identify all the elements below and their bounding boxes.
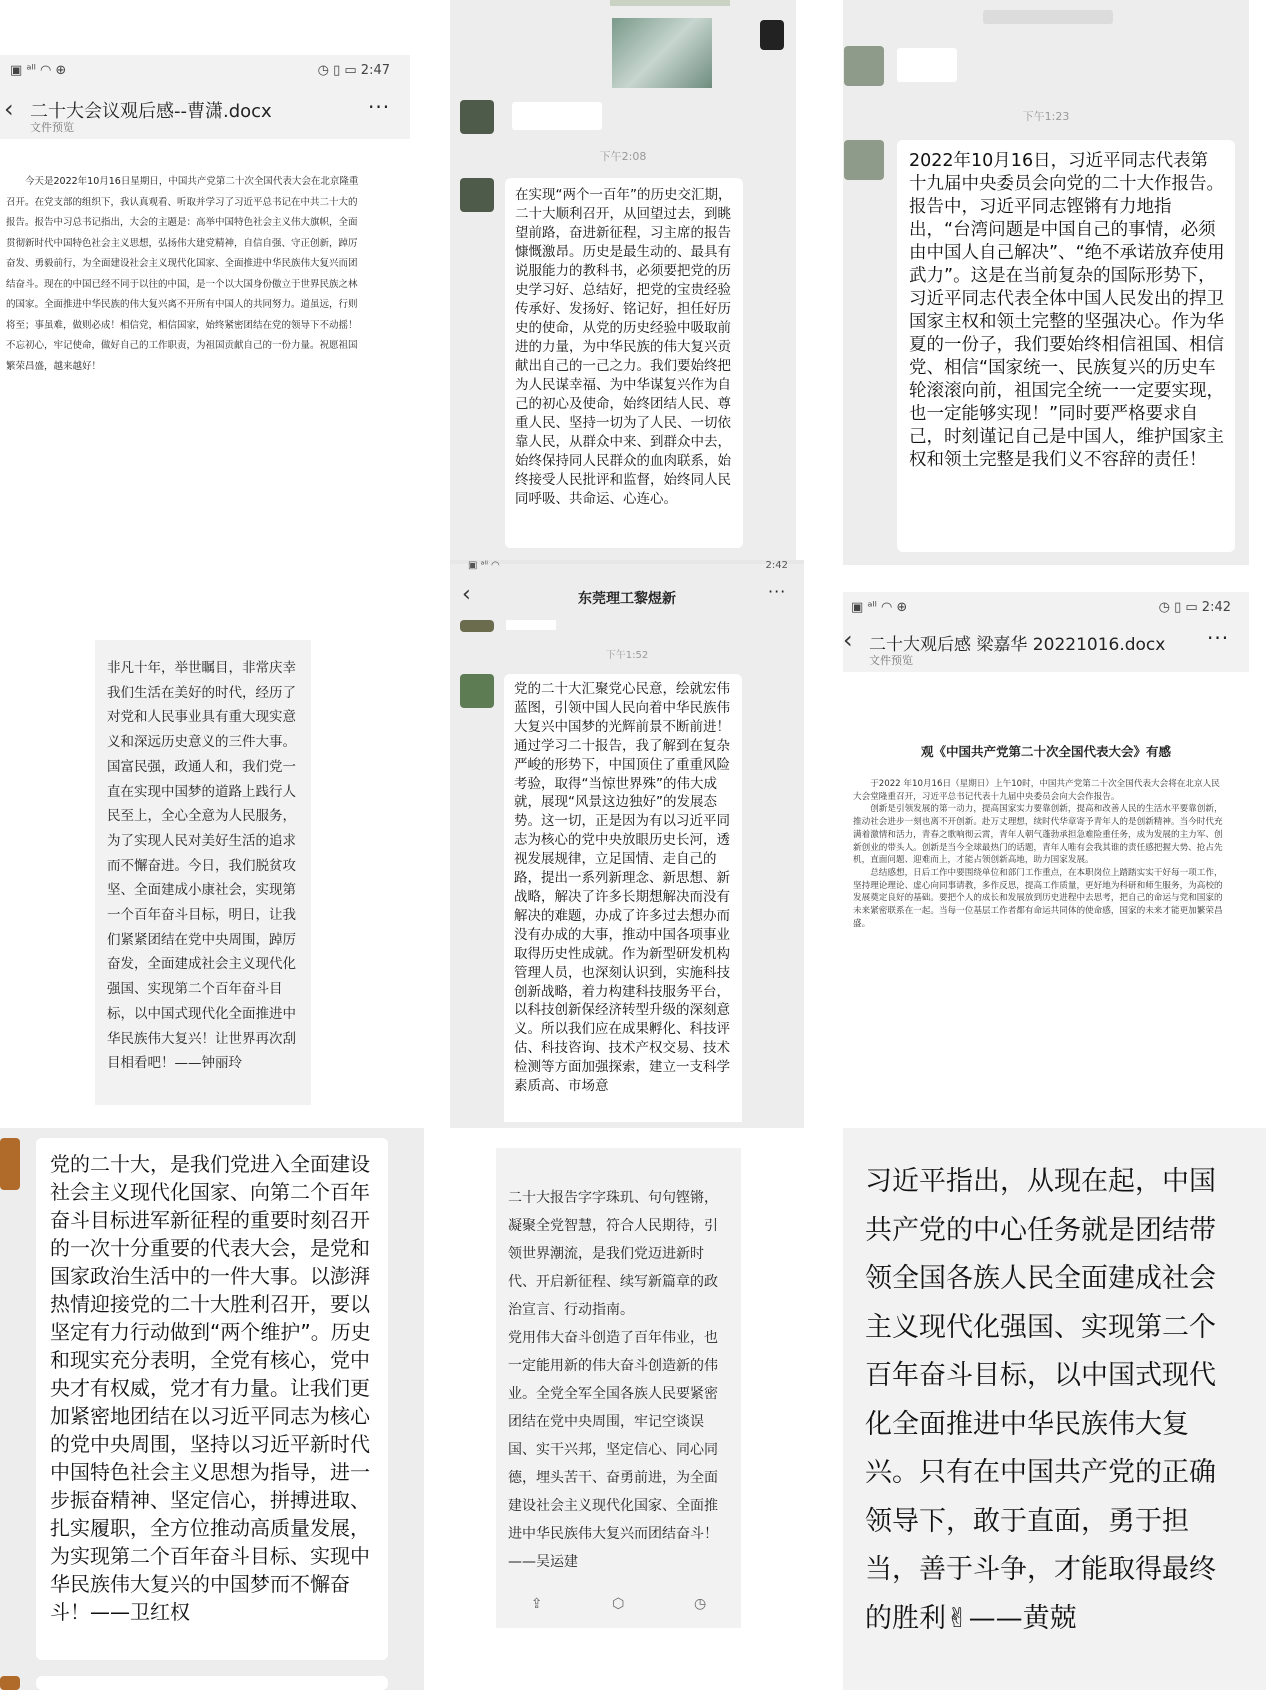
doc-heading: 观《中国共产党第二十次全国代表大会》有感: [920, 744, 1171, 759]
back-icon[interactable]: ‹: [843, 626, 853, 654]
panel-huangjing: [843, 1128, 1266, 1690]
more-icon[interactable]: ···: [768, 582, 787, 601]
avatar[interactable]: [0, 1138, 20, 1190]
memo-paragraph: 二十大报告字字珠玑、句句铿锵，凝聚全党智慧，符合人民期待，引领世界潮流，是我们党迈进新时代、开启新征程、续写新篇章的政治宣言、行动指南。: [508, 1190, 718, 1318]
clock-icon[interactable]: ◷: [693, 1596, 707, 1612]
chat-header-title: 东莞理工黎煜新: [578, 591, 676, 607]
back-icon[interactable]: ‹: [4, 95, 14, 123]
panel-doc-liangjiahua: [843, 592, 1249, 1122]
signal-icons: ▣ ᵃˡˡ ◠ ⊕: [851, 600, 908, 615]
status-time: 2:42: [1201, 600, 1231, 615]
more-icon[interactable]: ···: [1207, 626, 1230, 650]
doc-paragraph: 总结感想，日后工作中要围绕单位和部门工作重点，在本职岗位上踏踏实实干好每一项工作，坚持理论理论、虚心向同事请教，多作反思，提高工作质量，更好地为科研和师生服务，为高校的发展奠定良好的基础。要把个人的成长和发展放到历史进程中去思考，把自己的命运与党和国家的未来紧密联系在一起。当每一位基层工作者都有命运共同体的使命感，国家的未来才能更加繁荣昌盛。: [853, 867, 1223, 929]
avatar[interactable]: [460, 178, 494, 212]
signal-icons: ▣ ᵃˡˡ ◠ ⊕: [10, 63, 67, 78]
cube-icon[interactable]: ⬡: [612, 1596, 625, 1612]
timestamp: 下午1:52: [605, 650, 649, 661]
panel-chat-1: [450, 0, 796, 560]
doc-subtitle: 文件预览: [30, 121, 74, 134]
memo-paragraph: 党用伟大奋斗创造了百年伟业，也一定能用新的伟大奋斗创造新的伟业。全党全军全国各族人民要紧密团结在党中央周围，牢记空谈误国、实干兴邦，坚定信心、同心同德，埋头苦干、奋勇前进，为全面建设社会主义现代化国家、全面推进中华民族伟大复兴而团结奋斗！——吴运建: [508, 1330, 718, 1570]
message-bubble[interactable]: [36, 1676, 388, 1690]
blurred-message: [512, 102, 602, 130]
doc-header: [843, 592, 1249, 672]
message-bubble[interactable]: 党的二十大，是我们党进入全面建设社会主义现代化国家、向第二个百年奋斗目标进军新征程的重要时刻召开的一次十分重要的代表大会，是党和国家政治生活中的一件大事。以澎湃热情迎接党的二十大胜利召开，要以坚定有力行动做到“两个维护”。历史和现实充分表明，全党有核心，党中央才有权威，党才有力量。让我们更加紧密地团结在以习近平同志为核心的党中央周围，坚持以习近平新时代中国特色社会主义思想为指导，进一步振奋精神、坚定信心，拼搏进取、扎实履职，全方位推动高质量发展，为实现第二个百年奋斗目标、实现中华民族伟大复兴的中国梦而不懈奋斗！——卫红权: [36, 1138, 388, 1660]
panel-memo-zhongliling: [95, 640, 311, 1105]
panel-chat-4: [0, 1128, 424, 1690]
status-bar: [851, 600, 1231, 615]
memo-toolbar: [496, 1596, 741, 1612]
timestamp: 下午2:08: [599, 150, 647, 163]
more-icon[interactable]: ···: [368, 95, 391, 119]
status-bar: [468, 560, 788, 571]
message-bubble[interactable]: 2022年10月16日，习近平同志代表第十九届中央委员会向党的二十大作报告。报告中，习近平同志铿锵有力地指出，“台湾问题是中国自己的事情，必须由中国人自己解决”、“绝不承诺放弃使用武力”。这是在当前复杂的国际形势下，习近平同志代表全体中国人民发出的捍卫国家主权和领土完整的坚强决心。作为华夏的一份子，我们要始终相信祖国、相信党、相信“国家统一、民族复兴的历史车轮滚滚向前，祖国完全统一一定要实现，也一定能够实现！”同时要严格要求自己，时刻谨记自己是中国人，维护国家主权和领土完整是我们义不容辞的责任！: [897, 140, 1235, 552]
status-time: 2:47: [360, 63, 390, 78]
doc-subtitle: 文件预览: [869, 654, 913, 667]
avatar[interactable]: [844, 140, 884, 180]
large-text: 习近平指出，从现在起，中国共产党的中心任务就是团结带领全国各族人民全面建成社会主义现代化强国、实现第二个百年奋斗目标，以中国式现代化全面推进中华民族伟大复兴。只有在中国共产党的正确领导下，敢于直面，勇于担当，善于斗争，才能取得最终的胜利✌——黄兢: [865, 1166, 1216, 1634]
memo-text: 非凡十年，举世瞩目，非常庆幸我们生活在美好的时代，经历了对党和人民事业具有重大现实意义和深远历史意义的三件大事。国富民强，政通人和，我们党一直在实现中国梦的道路上践行人民至上，全心全意为人民服务，为了实现人民对美好生活的追求而不懈奋进。今日，我们脱贫攻坚、全面建成小康社会，实现第一个百年奋斗目标，明日，让我们紧紧团结在党中央周围，踔厉奋发，全面建成社会主义现代化强国、实现第二个百年奋斗目标，以中国式现代化全面推进中华民族伟大复兴！让世界再次刮目相看吧！——钟丽玲: [107, 660, 296, 1072]
message-bubble[interactable]: 党的二十大汇聚党心民意，绘就宏伟蓝图，引领中国人民向着中华民族伟大复兴中国梦的光辉前景不断前进！通过学习二十报告，我了解到在复杂严峻的形势下，中国顶住了重重风险考验，取得“当惊世界殊”的伟大成就，展现“风景这边独好”的发展态势。这一切，正是因为有以习近平同志为核心的党中央放眼历史长河，透视发展规律，立足国情、走自己的路，提出一系列新理念、新思想、新战略，解决了许多长期想解决而没有解决的难题，办成了许多过去想办而没有办成的大事，推动中国各项事业取得历史性成就。作为新型研发机构管理人员，也深刻认识到，实施科技创新战略，着力构建科技服务平台，以科技创新保经济转型升级的深刻意义。所以我们应在成果孵化、科技评估、科技咨询、技术产权交易、技术检测等方面加强探索，建立一支科学素质高、市场意: [504, 674, 742, 1122]
panel-chat-2: [843, 0, 1249, 565]
alarm-icon: ◷ ▯ ▭: [317, 63, 361, 78]
doc-title: 二十大会议观后感--曹潇.docx: [30, 101, 272, 122]
image-thumb-top: [610, 0, 730, 6]
share-icon[interactable]: ⇪: [530, 1596, 543, 1612]
back-icon[interactable]: ‹: [462, 582, 471, 607]
signal-icons: ▣ ᵃˡˡ ◠: [468, 560, 500, 571]
panel-chat-3: [450, 560, 804, 1128]
doc-body: 今天是2022年10月16日星期日，中国共产党第二十次全国代表大会在北京隆重召开。在党支部的组织下，我认真观看、听取并学习了习近平总书记在中共二十大的报告。报告中习总书记指出，大会的主题是：高举中国特色社会主义伟大旗帜，全面贯彻新时代中国特色社会主义思想，弘扬伟大建党精神，自信自强、守正创新，踔厉奋发、勇毅前行，为全面建设社会主义现代化国家、全面推进中华民族伟大复兴而团结奋斗。现在的中国已经不同于以往的中国，是一个以大国身份傲立于世界民族之林的国家。全面推进中华民族的伟大复兴离不开所有中国人的共同努力。道虽远，行则将至；事虽难，做则必成！相信党，相信国家，始终紧密团结在党的领导下不动摇！不忘初心，牢记使命，做好自己的工作职责，为祖国贡献自己的一份力量。祝愿祖国繁荣昌盛，越来越好！: [6, 176, 359, 372]
blurred-message: [897, 48, 957, 82]
doc-title: 二十大观后感 梁嘉华 20221016.docx: [869, 635, 1166, 655]
avatar[interactable]: [0, 1676, 20, 1690]
avatar[interactable]: [460, 620, 494, 632]
message-bubble[interactable]: 在实现“两个一百年”的历史交汇期，二十大顺利召开，从回望过去，到眺望前路，奋进新征程，习主席的报告慷慨激昂。历史是最生动的、最具有说服能力的教科书，必须要把党的历史学习好、总结好，把党的宝贵经验传承好、发扬好、铭记好，担任好历史的使命，从党的历史经验中吸取前进的力量，为中华民族的伟大复兴贡献出自己的一己之力。我们要始终把为人民谋幸福、为中华谋复兴作为自己的初心及使命，始终团结人民、尊重人民、坚持一切为了人民、一切依靠人民，从群众中来、到群众中去，始终保持同人民群众的血肉联系，始终接受人民批评和监督，始终同人民同呼吸、共命运、心连心。: [505, 178, 743, 548]
blurred-text: [983, 10, 1113, 24]
avatar[interactable]: [844, 46, 884, 86]
timestamp: 下午1:23: [1022, 110, 1070, 123]
avatar[interactable]: [460, 674, 494, 708]
doc-body: [853, 778, 1223, 930]
panel-memo-wuyunjian: [496, 1148, 741, 1628]
image-thumb[interactable]: [612, 18, 712, 88]
doc-paragraph: 创新是引领发展的第一动力，提高国家实力要靠创新，提高和改善人民的生活水平要靠创新，推动社会进步一刻也离不开创新。赴万丈理想，续时代华章寄予青年人的是创新精神。当今时代充满着激情和活力，青春之歌响彻云霄，青年人朝气蓬勃承担急难险重任务，成为发展的主力军、创新创业的带头人。创新是当今全球最热门的话题，青年人唯有会我其谁的责任感把握大势、抢占先机，直面问题、迎难而上，才能占领创新高地，助力国家发展。: [853, 804, 1223, 866]
doc-header: [0, 55, 410, 139]
panel-doc-caoxiao: [0, 0, 410, 600]
memo-text: [508, 1184, 730, 1576]
alarm-icon: ◷ ▯ ▭: [1158, 600, 1202, 615]
status-bar: [10, 63, 390, 78]
status-time: 2:42: [765, 560, 788, 571]
video-thumb[interactable]: [760, 20, 784, 50]
doc-paragraph: 于2022 年10月16日（星期日）上午10时，中国共产党第二十次全国代表大会将在北京人民大会堂隆重召开，习近平总书记代表十九届中央委员会向大会作报告。: [853, 779, 1220, 802]
avatar[interactable]: [460, 100, 494, 134]
